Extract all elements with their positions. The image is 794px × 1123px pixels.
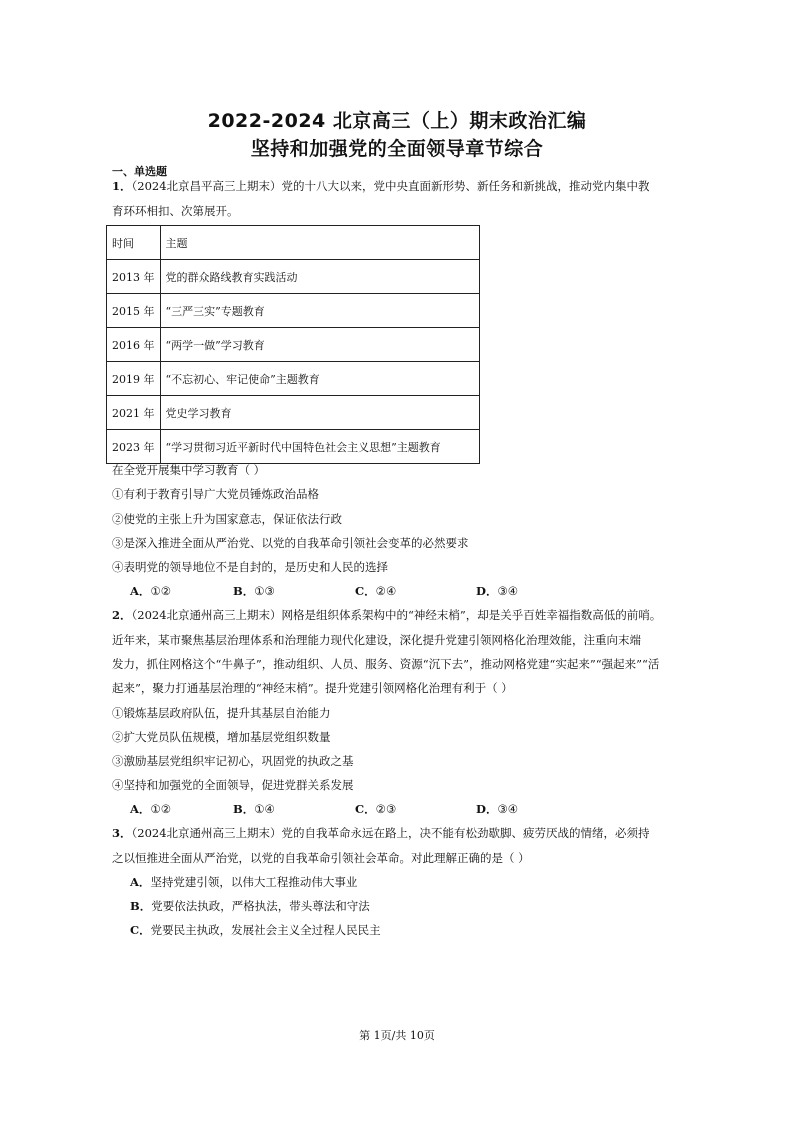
table-cell: “不忘初心、牢记使命”主题教育 bbox=[160, 362, 480, 396]
table-header-cell: 主题 bbox=[160, 226, 480, 260]
table-cell: 2019 年 bbox=[107, 362, 161, 396]
question-2-item: ④坚持和加强党的全面领导，促进党群关系发展 bbox=[112, 778, 354, 792]
question-3-number: 3． bbox=[112, 826, 132, 840]
education-topics-table bbox=[106, 225, 480, 464]
question-2-line-1: 2．（2024北京通州高三上期末）网格是组织体系架构中的“神经末梢”，却是关乎百姓幸福指数高低的前哨。 bbox=[112, 608, 662, 622]
question-2-line: 近年来，某市聚焦基层治理体系和治理能力现代化建设，深化提升党建引领网格化治理效能，注重向末端 bbox=[112, 633, 641, 647]
table-cell: “两学一做”学习教育 bbox=[160, 328, 480, 362]
table-row bbox=[107, 260, 480, 294]
table-cell: 2021 年 bbox=[107, 396, 161, 430]
table-row bbox=[107, 226, 480, 260]
table-cell: “三严三实”专题教育 bbox=[160, 294, 480, 328]
table-cell: 党的群众路线教育实践活动 bbox=[160, 260, 480, 294]
table-header-cell: 时间 bbox=[107, 226, 161, 260]
option-b[interactable]: B．①③ bbox=[233, 584, 275, 598]
document-subtitle: 坚持和加强党的全面领导章节综合 bbox=[250, 138, 544, 160]
question-2-item: ②扩大党员队伍规模，增加基层党组织数量 bbox=[112, 730, 331, 744]
option-a[interactable]: A．①② bbox=[130, 584, 172, 598]
question-1-item: ②使党的主张上升为国家意志，保证依法行政 bbox=[112, 512, 342, 526]
table-cell: 2016 年 bbox=[107, 328, 161, 362]
question-2-item: ①锻炼基层政府队伍，提升其基层自治能力 bbox=[112, 706, 331, 720]
option-d[interactable]: D．③④ bbox=[476, 802, 519, 816]
table-cell: “学习贯彻习近平新时代中国特色社会主义思想”主题教育 bbox=[160, 430, 480, 464]
option-a[interactable]: A．①② bbox=[130, 802, 172, 816]
option-b[interactable]: B．①④ bbox=[233, 802, 275, 816]
document-page: 2022-2024 北京高三（上）期末政治汇编 坚持和加强党的全面领导章节综合 一、单选题 1．（2024北京昌平高三上期末）党的十八大以来，党中央直面新形势、新任务和新挑战，推动党内集中教 育环环相扣、次第展开。 时间 主题 2013 年 党的群众路线教育实践活动 2015 年 “三严三实”专题教育 2016 年 “两学一做”学习教育 2019 年 “不忘初心、牢记使命”主题教育 2021 年 党史学习教育 2023 年 “学习贯彻习近平新时代中国特色社会主义思想”主题教育 在全党开展集中学习教育（ ） ①有利于教育引导广大党员锤炼政治品格 ②使党的主张上升为国家意志，保证依法行政 ③是深入推进全面从严治党、以党的自我革命引领社会变革的必然要求 ④表明党的领导地位不是自封的，是历史和人民的选择 A．①② B．①③ C．②④ D．③④ 2．（2024北京通州高三上期末）网格是组织体系架构中的“神经末梢”，却是关乎百姓幸福指数高低的前哨。 近年来，某市聚焦基层治理体系和治理能力现代化建设，深化提升党建引领网格化治理效能，注重向末端 发力，抓住网格这个“牛鼻子”，推动组织、人员、服务、资源“沉下去”，推动网格党建“实起来”“强起来”“活 起来”，聚力打通基层治理的“神经末梢”。提升党建引领网格化治理有利于（ ） ①锻炼基层政府队伍，提升其基层自治能力 ②扩大党员队伍规模，增加基层党组织数量 ③激励基层党组织牢记初心，巩固党的执政之基 ④坚持和加强党的全面领导，促进党群关系发展 A．①② B．①④ C．②③ D．③④ 3．（2024北京通州高三上期末）党的自我革命永远在路上，决不能有松劲歇脚、疲劳厌战的情绪，必须持 之以恒推进全面从严治党，以党的自我革命引领社会革命。对此理解正确的是（ ） A．坚持党建引领，以伟大工程推动伟大事业 B．党要依法执政，严格执法，带头尊法和守法 C．党要民主执政，发展社会主义全过程人民民主 第 1页/共 10页 bbox=[0, 0, 794, 1123]
option-c[interactable]: C．②④ bbox=[355, 584, 397, 598]
table-cell: 2013 年 bbox=[107, 260, 161, 294]
question-2-line: 发力，抓住网格这个“牛鼻子”，推动组织、人员、服务、资源“沉下去”，推动网格党建“实起来”“强起来”“活 bbox=[112, 657, 660, 671]
page-footer: 第 1页/共 10页 bbox=[359, 1029, 435, 1042]
question-3-line-1: 3．（2024北京通州高三上期末）党的自我革命永远在路上，决不能有松劲歇脚、疲劳厌战的情绪，必须持 bbox=[112, 826, 650, 840]
question-3-line: 之以恒推进全面从严治党，以党的自我革命引领社会革命。对此理解正确的是（ ） bbox=[112, 851, 530, 865]
option-d[interactable]: D．③④ bbox=[476, 584, 519, 598]
table-row bbox=[107, 328, 480, 362]
table-row bbox=[107, 396, 480, 430]
table-row bbox=[107, 362, 480, 396]
table-cell: 2023 年 bbox=[107, 430, 161, 464]
table-row bbox=[107, 294, 480, 328]
question-1-number: 1． bbox=[112, 179, 132, 193]
question-1-item: ①有利于教育引导广大党员锤炼政治品格 bbox=[112, 487, 319, 501]
question-2-item: ③激励基层党组织牢记初心，巩固党的执政之基 bbox=[112, 754, 354, 768]
table-cell: 2015 年 bbox=[107, 294, 161, 328]
question-1-stem: 在全党开展集中学习教育（ ） bbox=[112, 463, 266, 477]
question-1-line-2: 育环环相扣、次第展开。 bbox=[112, 204, 239, 218]
option-c[interactable]: C．②③ bbox=[355, 802, 397, 816]
section-heading: 一、单选题 bbox=[112, 165, 167, 178]
question-2-line: 起来”，聚力打通基层治理的“神经末梢”。提升党建引领网格化治理有利于（ ） bbox=[112, 681, 513, 695]
question-1-line-1: 1．（2024北京昌平高三上期末）党的十八大以来，党中央直面新形势、新任务和新挑战，推动党内集中教 bbox=[112, 179, 650, 193]
document-title: 2022-2024 北京高三（上）期末政治汇编 bbox=[207, 110, 587, 132]
table-cell: 党史学习教育 bbox=[160, 396, 480, 430]
question-1-item: ④表明党的领导地位不是自封的，是历史和人民的选择 bbox=[112, 560, 388, 574]
question-2-number: 2． bbox=[112, 608, 132, 622]
question-1-item: ③是深入推进全面从严治党、以党的自我革命引领社会变革的必然要求 bbox=[112, 536, 469, 550]
